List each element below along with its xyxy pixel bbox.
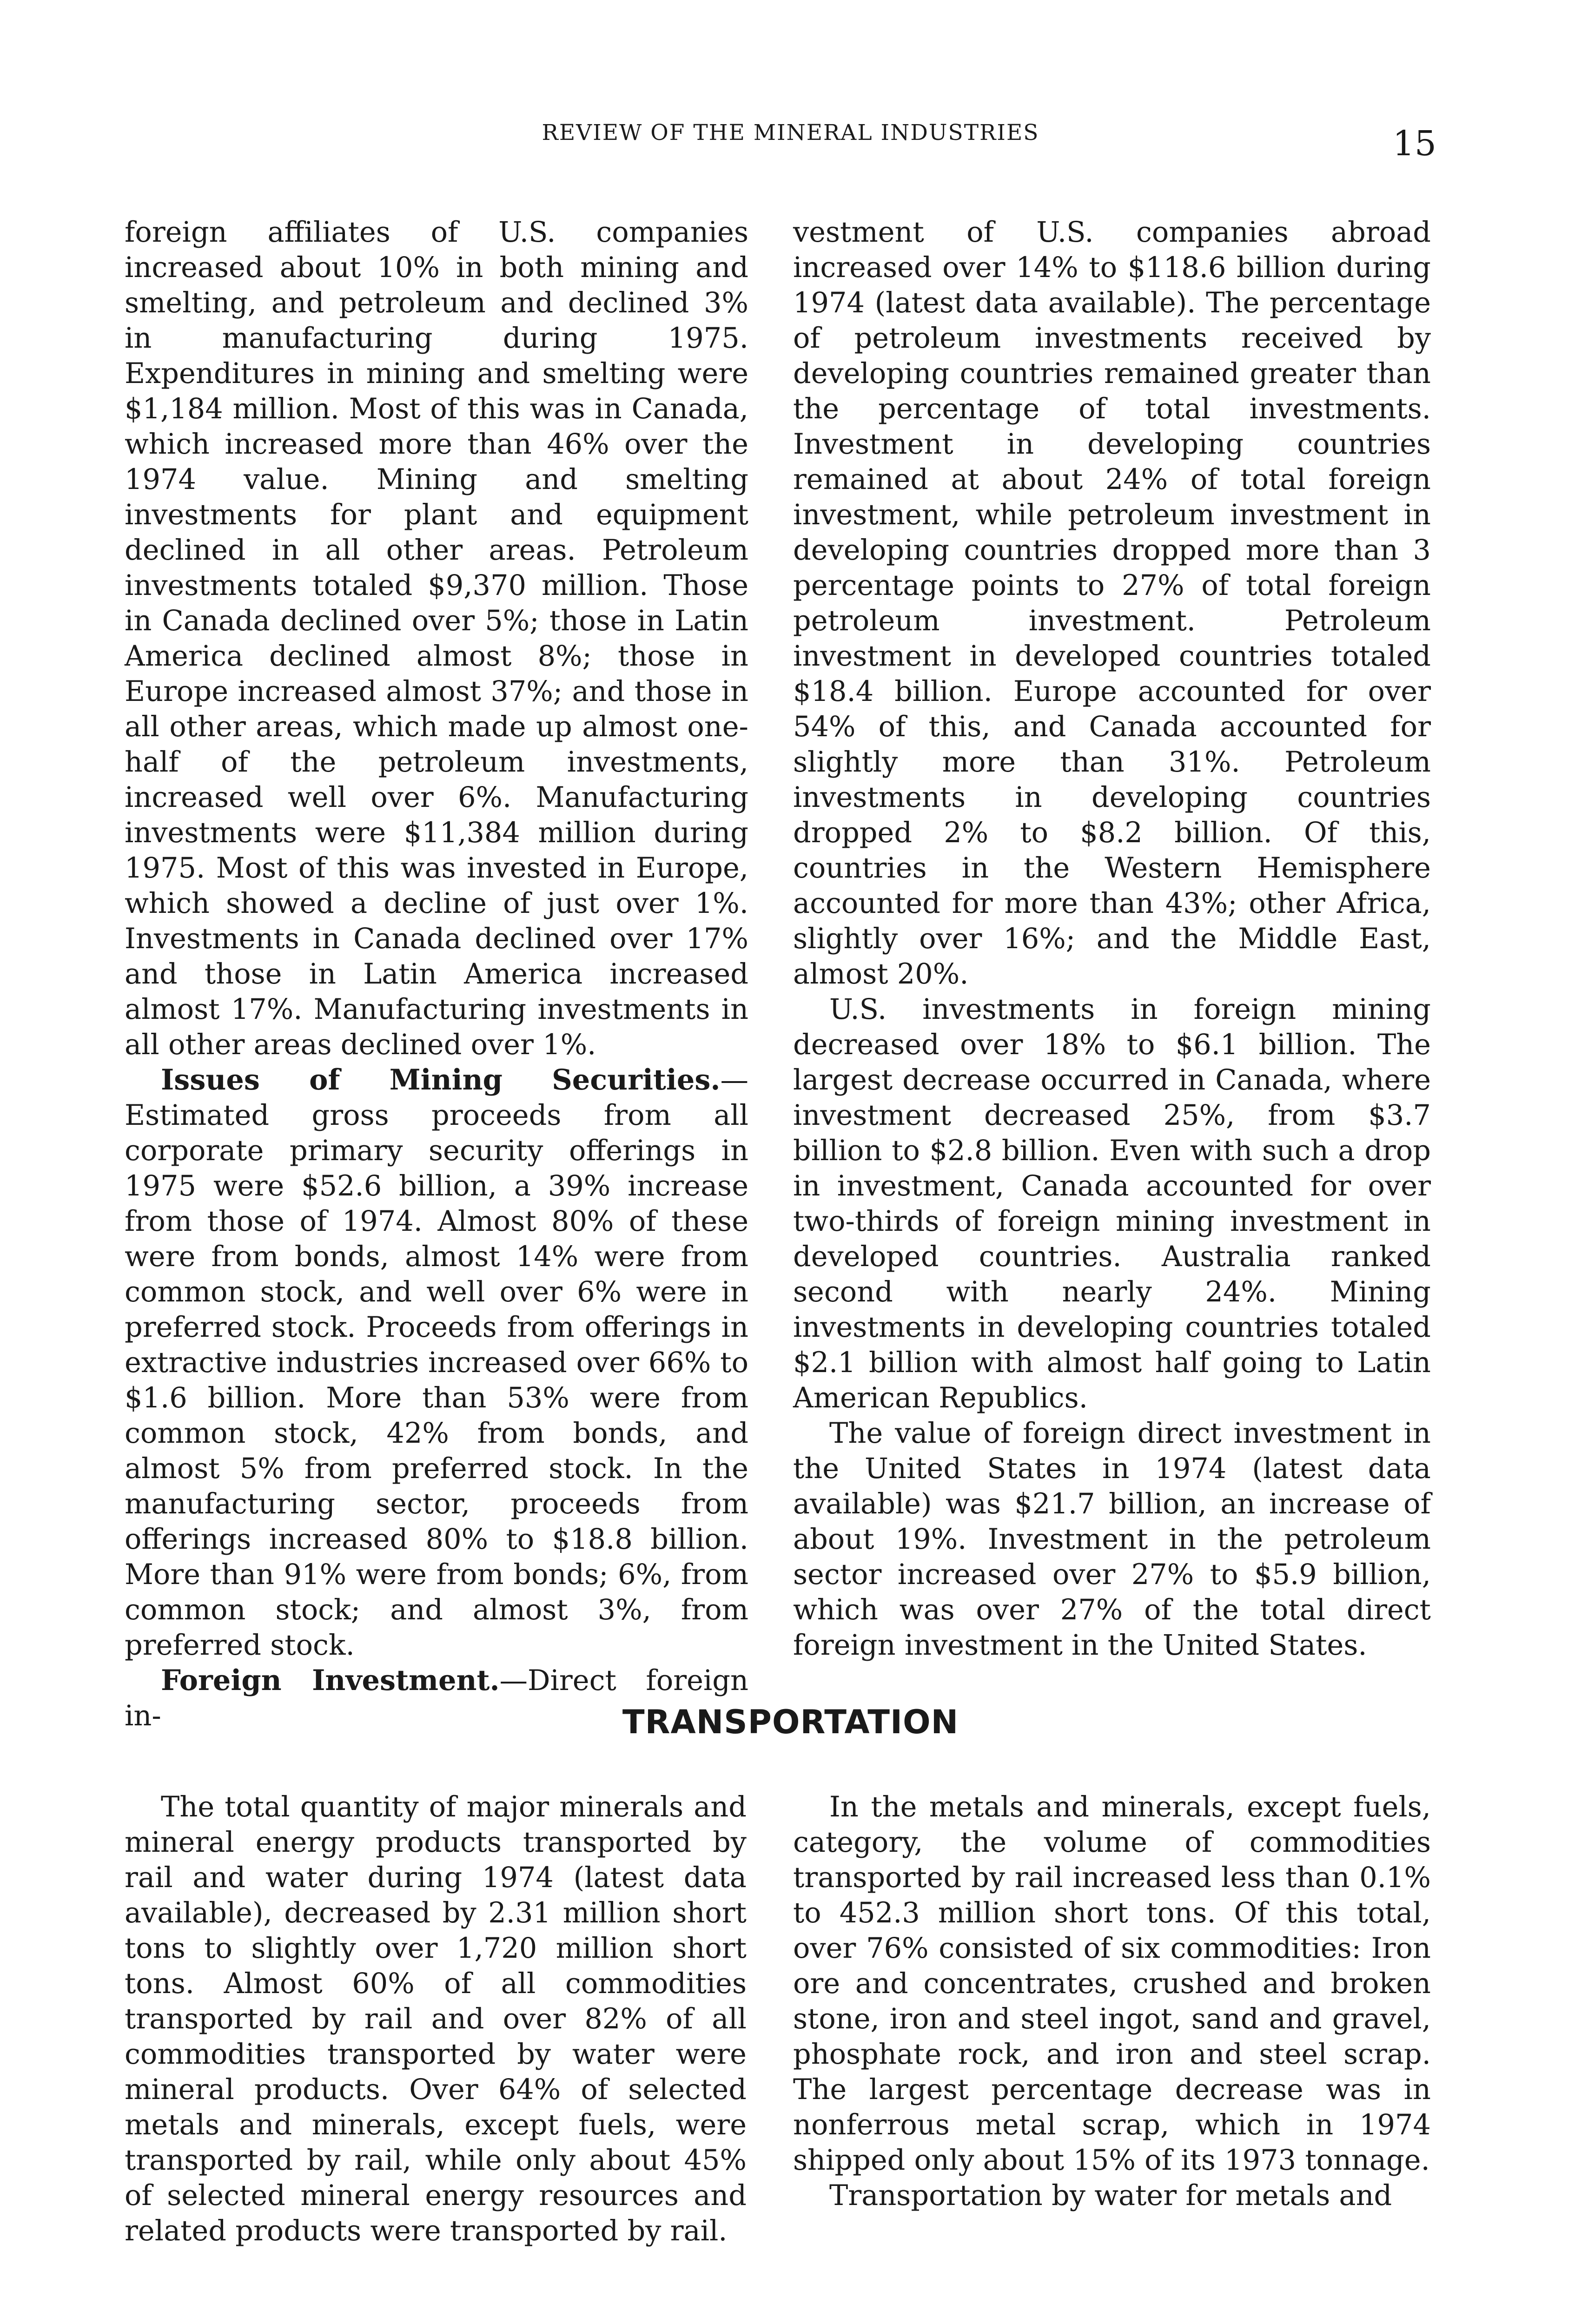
top-right-column [793, 215, 1431, 1663]
paragraph-foreign-investment-text: —Direct foreign in- [125, 1664, 749, 1732]
paragraph-transportation-total: The total quantity of major minerals and mineral energy products transported by rail and water during 1974 (latest data available), decreased by 2.31 million short tons to slightly over 1,720 million short tons. Almost 60% of all commodities transported by rail and over 82% of all commodities transported by water were mineral products. Over 64% of selected metals and minerals, except fuels, were transported by rail, while only about 45% of selected mineral energy resources and related products were transported by rail. [125, 1791, 747, 2247]
running-header: REVIEW OF THE MINERAL INDUSTRIES [542, 120, 1039, 145]
top-left-column [125, 215, 748, 1734]
paragraph-metals-minerals-rail: In the metals and minerals, except fuels, category, the volume of commodities transported by rail increased less than 0.1% to 452.3 million short tons. Of this total, over 76% consisted of six commodities: Iron ore and concentrates, crushed and broken stone, iron and steel ingot, sand and gravel, phosphate rock, and iron and steel scrap. The largest percentage decrease was in nonferrous metal scrap, which in 1974 shipped only about 15% of its 1973 tonnage. [793, 1791, 1431, 2177]
paragraph-investment-abroad: vestment of U.S. companies abroad increased over 14% to $118.6 billion during 1974 (latest data available). The percentage of petroleum investments received by developing countries remained greater than the percentage of total investments. Investment in developing countries remained at about 24% of total foreign investment, while petroleum investment in developing countries dropped more than 3 percentage points to 27% of total foreign petroleum investment. Petroleum investment in developed countries totaled $18.4 billion. Europe accounted for over 54% of this, and Canada accounted for slightly more than 31%. Petroleum investments in developing countries dropped 2% to $8.2 billion. Of this, countries in the Western Hemisphere accounted for more than 43%; other Africa, slightly over 16%; and the Middle East, almost 20%. [793, 216, 1431, 990]
transportation-right-column [793, 1789, 1431, 2213]
paragraph-mining-securities [125, 1063, 748, 1663]
paragraph-water-transport: Transportation by water for metals and [829, 2179, 1392, 2212]
section-title-transportation: TRANSPORTATION [622, 1703, 959, 1741]
paragraph-foreign-affiliates: foreign affiliates of U.S. companies increased about 10% in both mining and smelting, and petroleum and declined 3% in manufacturing during 1975. Expenditures in mining and smelting were $1,184 million. Most of this was in Canada, which increased more than 46% over the 1974 value. Mining and smelting investments for plant and equipment declined in all other areas. Petroleum investments totaled $9,370 million. Those in Canada declined over 5%; those in Latin America declined almost 8%; those in Europe increased almost 37%; and those in all other areas, which made up almost one-half of the petroleum investments, increased well over 6%. Manufacturing investments were $11,384 million during 1975. Most of this was invested in Europe, which showed a decline of just over 1%. Investments in Canada declined over 17% and those in Latin America increased almost 17%. Manufacturing investments in all other areas declined over 1%. [125, 216, 748, 1061]
page-number: 15 [1392, 124, 1436, 164]
paragraph-foreign-mining: U.S. investments in foreign mining decreased over 18% to $6.1 billion. The largest decrease occurred in Canada, where investment decreased 25%, from $3.7 billion to $2.8 billion. Even with such a drop in investment, Canada accounted for over two-thirds of foreign mining investment in developed countries. Australia ranked second with nearly 24%. Mining investments in developing countries totaled $2.1 billion with almost half going to Latin American Republics. [793, 993, 1431, 1414]
heading-foreign-investment: Foreign Investment. [161, 1664, 500, 1697]
paragraph-mining-securities-text: —Estimated gross proceeds from all corporate primary security offerings in 1975 were $52.6 billion, a 39% increase from those of 1974. Almost 80% of these were from bonds, almost 14% were from common stock, and well over 6% were in preferred stock. Proceeds from offerings in extractive industries increased over 66% to $1.6 billion. More than 53% were from common stock, 42% from bonds, and almost 5% from preferred stock. In the manufacturing sector, proceeds from offerings increased 80% to $18.8 billion. More than 91% were from bonds; 6%, from common stock; and almost 3%, from preferred stock. [125, 1064, 748, 1662]
paragraph-direct-investment-us: The value of foreign direct investment in the United States in 1974 (latest data available) was $21.7 billion, an increase of about 19%. Investment in the petroleum sector increased over 27% to $5.9 billion, which was over 27% of the total direct foreign investment in the United States. [793, 1417, 1431, 1662]
transportation-left-column [125, 1789, 747, 2249]
heading-issues-of-mining-securities: Issues of Mining Securities. [161, 1063, 721, 1096]
